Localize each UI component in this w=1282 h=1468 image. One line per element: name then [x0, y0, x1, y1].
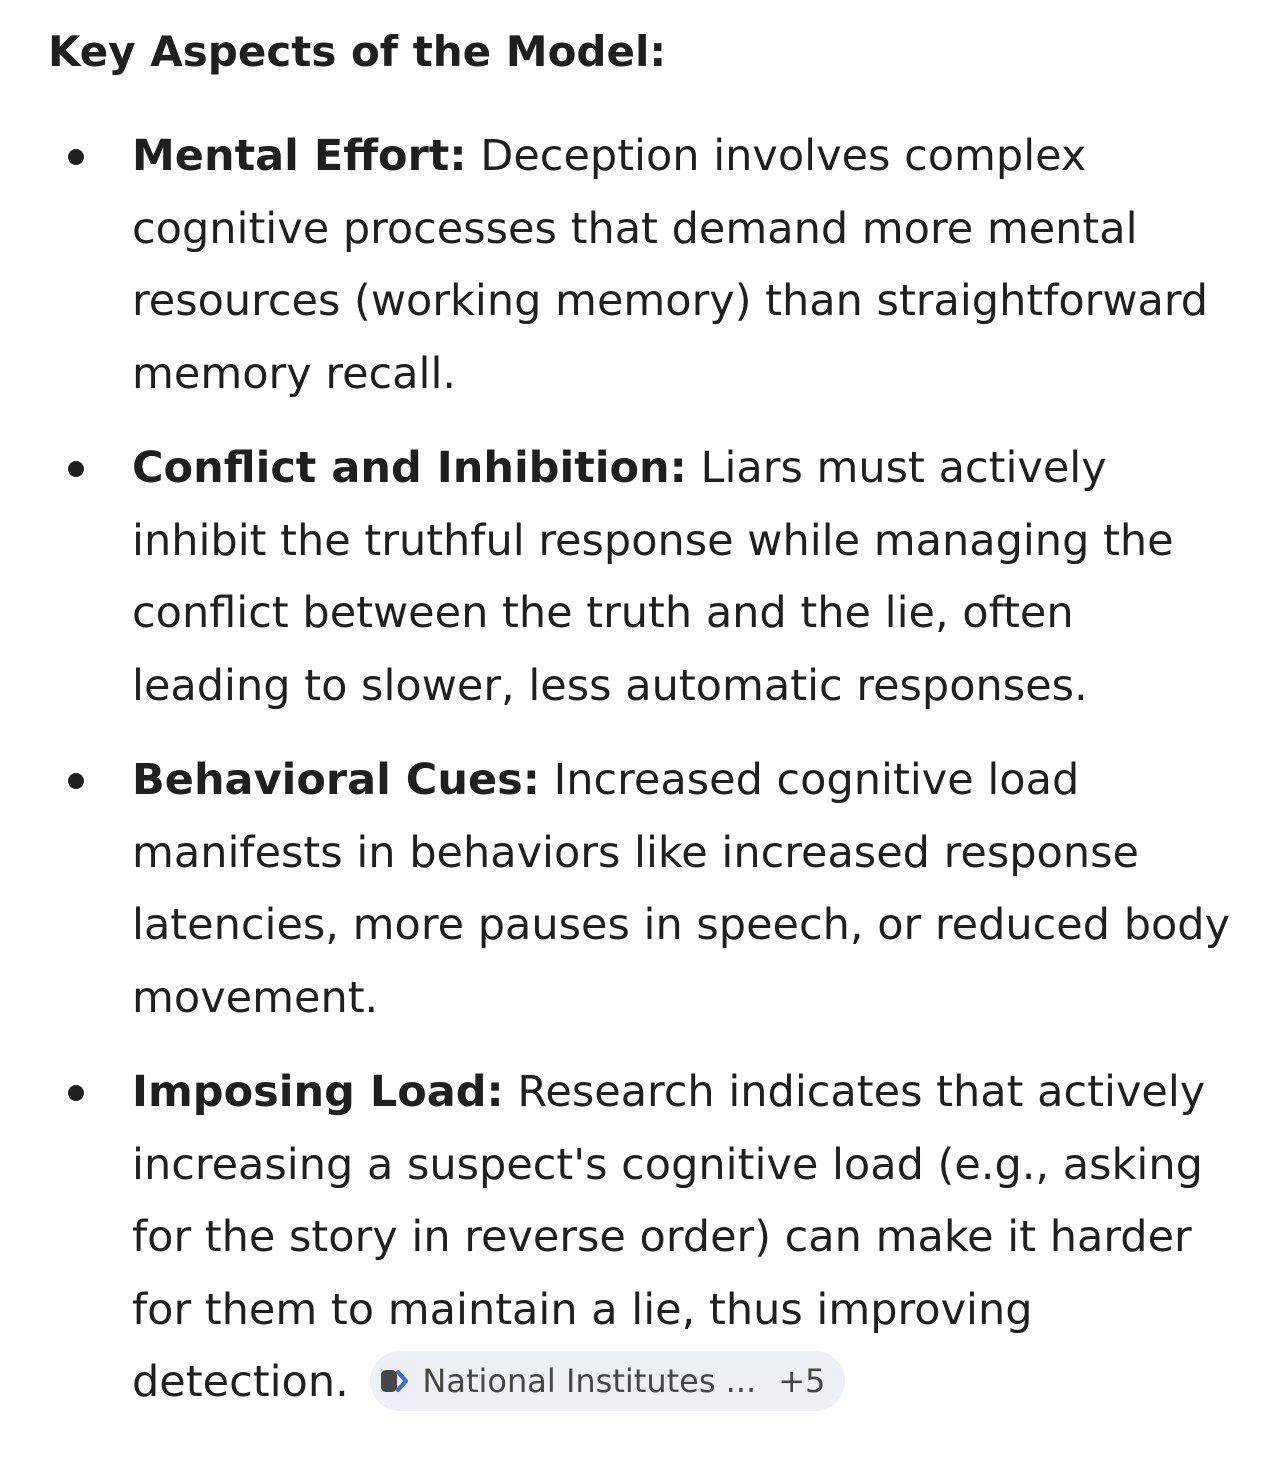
source-chip-label: National Institutes ... [422, 1361, 757, 1400]
item-term: Imposing Load: [132, 1067, 504, 1117]
bullet-list [48, 120, 1238, 1419]
list-item [48, 1056, 1238, 1419]
response-content [48, 22, 1238, 1441]
source-link-icon [380, 1367, 412, 1395]
bullet-dot-icon [68, 461, 84, 477]
section-heading: Key Aspects of the Model: [48, 27, 667, 76]
list-item [48, 432, 1238, 722]
source-chip[interactable] [370, 1351, 845, 1411]
item-text: Research indicates that actively increasing a suspect's cognitive load (e.g., asking for the story in reverse order) can make it harder for them to maintain a lie, thus improving detection. [132, 1067, 1206, 1407]
item-term: Conflict and Inhibition: [132, 443, 687, 493]
source-chip-count: +5 [778, 1361, 826, 1400]
bullet-dot-icon [68, 1085, 84, 1101]
item-text: Liars must actively inhibit the truthful response while managing the conflict between the truth and the lie, often leading to slower, less automatic responses. [132, 443, 1174, 711]
bullet-dot-icon [68, 149, 84, 165]
list-item [48, 120, 1238, 410]
bullet-dot-icon [68, 773, 84, 789]
list-item [48, 744, 1238, 1034]
item-text: Deception involves complex cognitive processes that demand more mental resources (working memory) than straightforward memory recall. [132, 131, 1209, 399]
item-text: Increased cognitive load manifests in behaviors like increased response latencies, more pauses in speech, or reduced body movement. [132, 755, 1231, 1023]
item-term: Mental Effort: [132, 131, 467, 181]
item-term: Behavioral Cues: [132, 755, 540, 805]
